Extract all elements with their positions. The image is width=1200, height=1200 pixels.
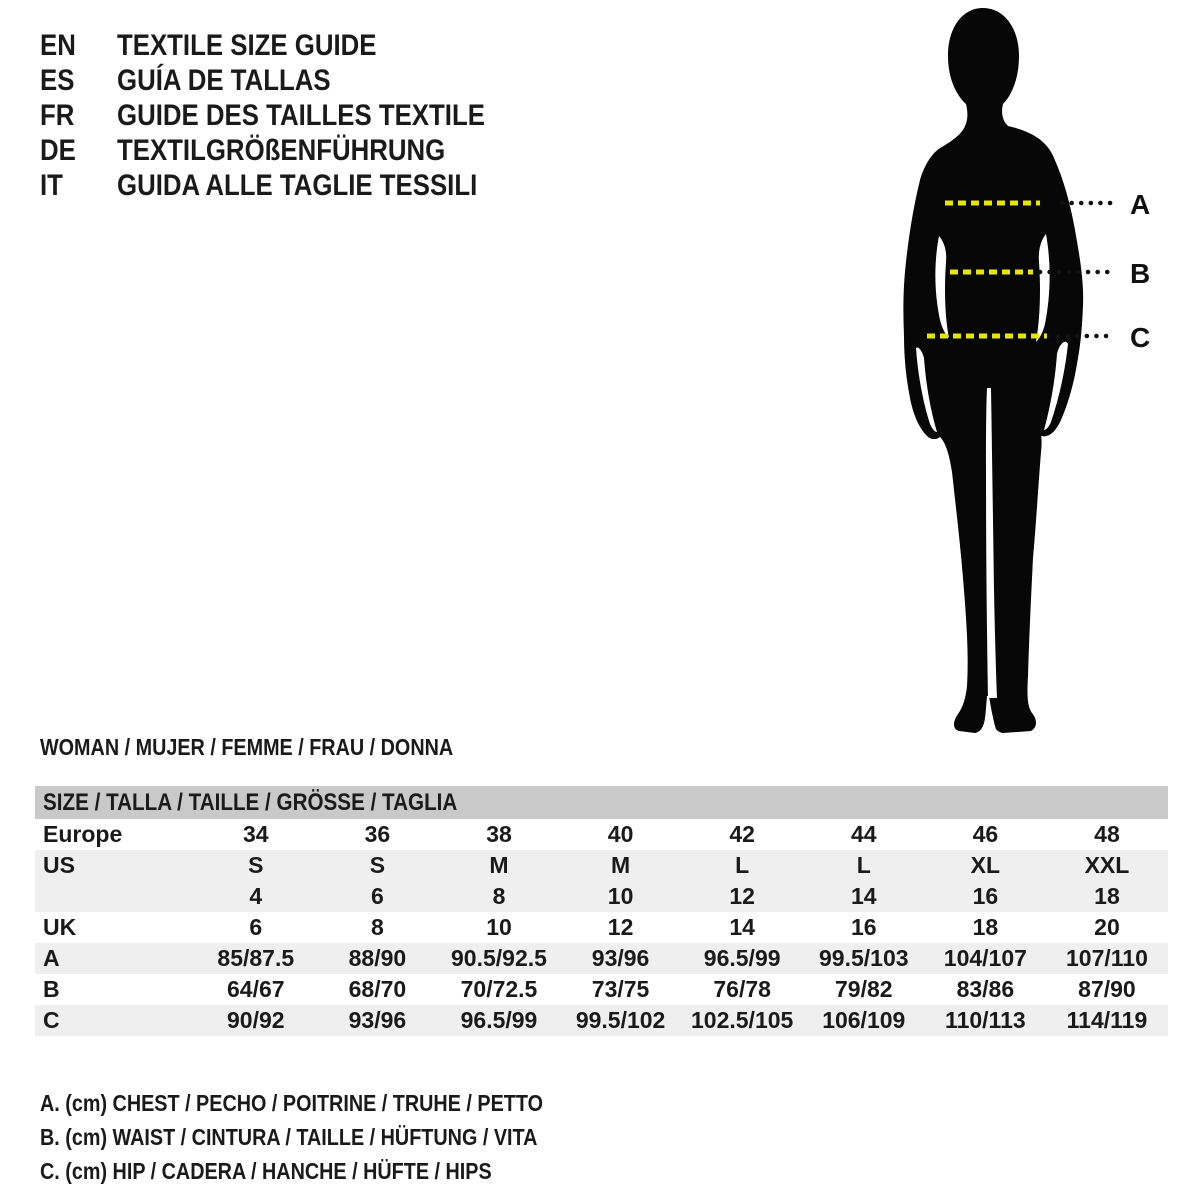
legend-line-waist: [40, 1120, 625, 1154]
table-cell: 44: [850, 821, 877, 847]
language-code: EN: [40, 29, 76, 62]
table-row-label: Europe: [43, 821, 123, 847]
language-row-it: [40, 168, 545, 203]
legend-text: A. (cm) CHEST / PECHO / POITRINE / TRUHE / PETTO: [40, 1090, 543, 1116]
table-cell: 46: [972, 821, 999, 847]
table-cell: 6: [370, 883, 384, 909]
table-cell: 110/113: [945, 1007, 1026, 1033]
table-row-label: C: [43, 1007, 60, 1033]
language-code: IT: [40, 169, 63, 202]
table-cell: S: [369, 852, 386, 878]
table-cell: 83/86: [956, 976, 1015, 1002]
table-cell: XL: [970, 852, 1001, 878]
language-title: TEXTILGRÖßENFÜHRUNG: [117, 134, 446, 167]
language-title: TEXTILE SIZE GUIDE: [117, 29, 377, 62]
table-row: [35, 943, 1168, 974]
table-cell: 10: [486, 914, 512, 940]
table-cell: 18: [972, 914, 999, 940]
table-cell: 10: [607, 883, 634, 909]
table-cell: 99.5/102: [575, 1007, 666, 1033]
table-cell: 68/70: [348, 976, 407, 1002]
table-cell: XXL: [1084, 852, 1130, 878]
chest-label: A: [1130, 189, 1151, 220]
table-cell: 79/82: [834, 976, 893, 1002]
size-table-header: [35, 786, 1168, 819]
table-cell: 18: [1094, 883, 1120, 909]
table-row: [35, 819, 1168, 850]
language-list: [40, 28, 545, 203]
table-cell: 16: [850, 914, 877, 940]
language-code: ES: [40, 64, 75, 97]
table-row: [35, 912, 1168, 943]
table-cell: 8: [492, 883, 506, 909]
language-title: GUÍA DE TALLAS: [117, 64, 331, 97]
measurement-figure: [890, 0, 1200, 740]
table-cell: 40: [607, 821, 634, 847]
table-cell: L: [735, 852, 750, 878]
language-row-en: [40, 28, 545, 63]
legend-line-hip: [40, 1154, 625, 1188]
table-cell: 16: [972, 883, 999, 909]
table-cell: L: [856, 852, 871, 878]
size-table-rows: [35, 819, 1168, 1036]
table-row-label: US: [43, 852, 75, 878]
language-row-de: [40, 133, 545, 168]
table-cell: 34: [243, 821, 269, 847]
table-cell: 107/110: [1066, 945, 1148, 971]
table-cell: 20: [1094, 914, 1120, 940]
table-cell: 88/90: [348, 945, 407, 971]
table-cell: S: [248, 852, 264, 878]
table-cell: 73/75: [591, 976, 650, 1002]
section-title: [40, 735, 520, 759]
measurement-legend: [40, 1086, 625, 1188]
table-cell: 70/72.5: [460, 976, 538, 1002]
table-row: [35, 1005, 1168, 1036]
table-cell: 48: [1094, 821, 1120, 847]
table-cell: 93/96: [348, 1007, 407, 1033]
language-code: FR: [40, 99, 75, 132]
table-cell: 90.5/92.5: [451, 945, 547, 971]
table-row-label: [35, 881, 195, 912]
table-row: [35, 881, 1168, 912]
table-cell: 76/78: [713, 976, 771, 1002]
table-cell: 4: [249, 883, 263, 909]
language-row-es: [40, 63, 545, 98]
table-cell: 8: [370, 914, 384, 940]
table-cell: 99.5/103: [819, 945, 909, 971]
table-cell: 42: [729, 821, 755, 847]
table-cell: 104/107: [943, 945, 1027, 971]
table-cell: 36: [364, 821, 391, 847]
hip-label: C: [1130, 322, 1151, 353]
table-cell: 90/92: [227, 1007, 285, 1033]
table-cell: 114/119: [1066, 1007, 1148, 1033]
table-cell: 96.5/99: [460, 1007, 538, 1033]
table-cell: 85/87.5: [217, 945, 295, 971]
table-cell: 96.5/99: [703, 945, 781, 971]
table-row-label: A: [43, 945, 60, 971]
table-cell: 64/67: [227, 976, 285, 1002]
table-cell: 14: [729, 914, 755, 940]
table-cell: 6: [249, 914, 263, 940]
section-title-text: WOMAN / MUJER / FEMME / FRAU / DONNA: [40, 734, 454, 760]
size-table: [35, 786, 1168, 1036]
language-title: GUIDA ALLE TAGLIE TESSILI: [117, 169, 478, 202]
table-cell: 38: [486, 821, 512, 847]
table-cell: 14: [850, 883, 877, 909]
waist-label: B: [1130, 258, 1151, 289]
table-cell: 12: [729, 883, 755, 909]
table-cell: 93/96: [591, 945, 650, 971]
table-row: [35, 850, 1168, 881]
table-row-label: B: [43, 976, 60, 1002]
legend-line-chest: [40, 1086, 625, 1120]
table-cell: M: [489, 852, 509, 878]
table-cell: M: [610, 852, 631, 878]
language-code: DE: [40, 134, 76, 167]
language-row-fr: [40, 98, 545, 133]
legend-text: B. (cm) WAIST / CINTURA / TAILLE / HÜFTUNG / VITA: [40, 1124, 538, 1150]
table-cell: 12: [607, 914, 634, 940]
language-title: GUIDE DES TAILLES TEXTILE: [117, 99, 485, 132]
legend-text: C. (cm) HIP / CADERA / HANCHE / HÜFTE / HIPS: [40, 1158, 492, 1184]
table-cell: 106/109: [822, 1007, 906, 1033]
size-table-header-text: SIZE / TALLA / TAILLE / GRÖSSE / TAGLIA: [43, 789, 458, 816]
table-cell: 87/90: [1078, 976, 1136, 1002]
table-row-label: UK: [43, 914, 77, 940]
table-row: [35, 974, 1168, 1005]
table-cell: 102.5/105: [691, 1007, 794, 1033]
